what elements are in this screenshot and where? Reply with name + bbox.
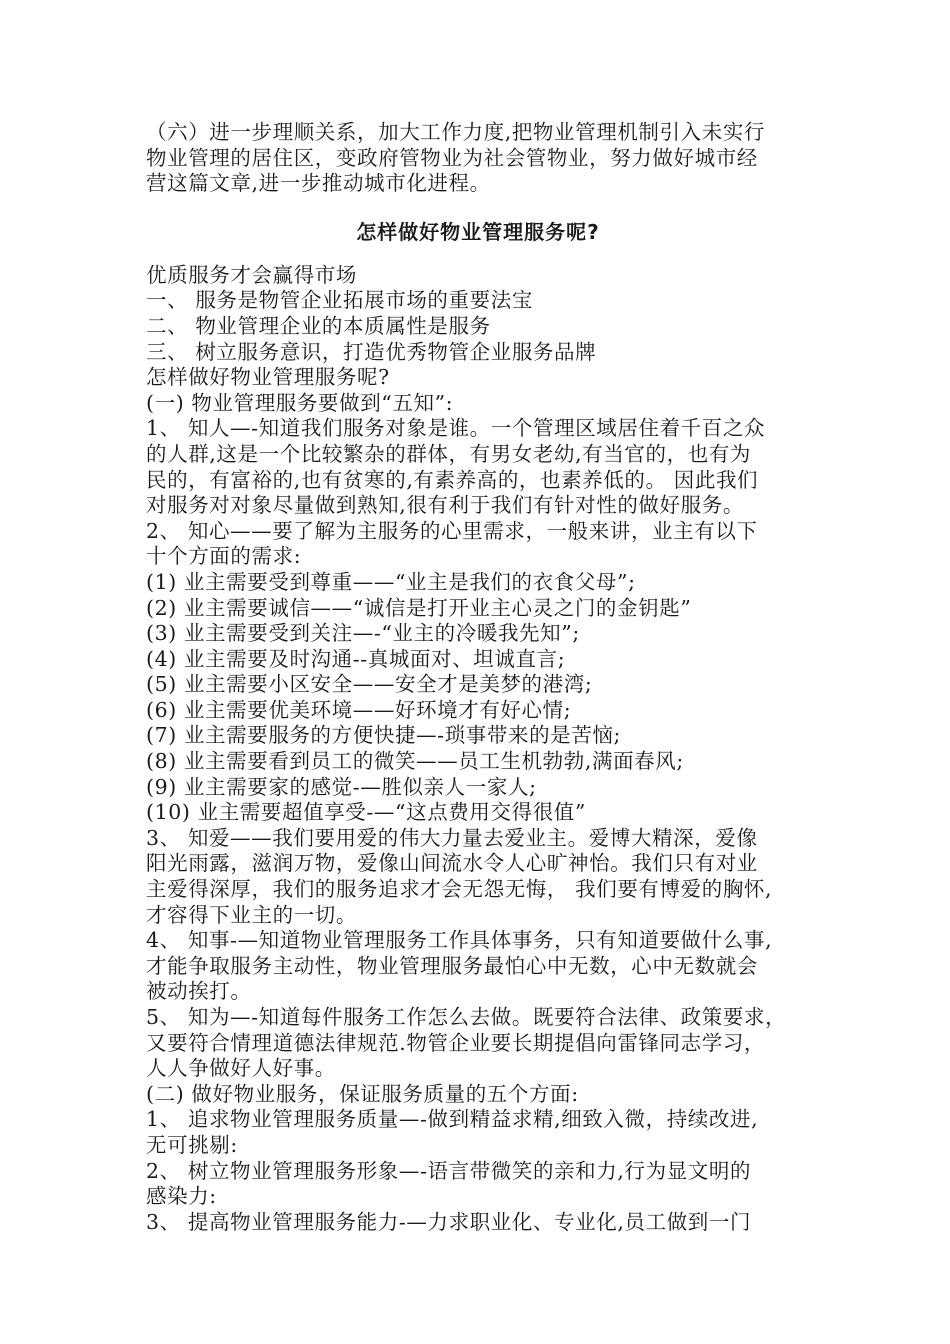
text-line: 二、 物业管理企业的本质属性是服务 bbox=[146, 313, 491, 338]
text-line: (一) 物业管理服务要做到“五知”: bbox=[146, 390, 454, 415]
text-line: 3、 知爱——我们要用爱的伟大力量去爱业主。爱博大精深，爱像 bbox=[146, 825, 758, 850]
text-line: (4) 业主需要及时沟通--真城面对、坦诚直言; bbox=[146, 646, 566, 671]
text-line: 阳光雨露，滋润万物，爱像山间流水令人心旷神怡。我们只有对业 bbox=[146, 851, 758, 876]
text-line: 又要符合情理道德法律规范.物管企业要长期提倡向雷锋同志学习， bbox=[146, 1030, 766, 1055]
text-line: 对服务对对象尽量做到熟知,很有利于我们有针对性的做好服务。 bbox=[146, 493, 744, 518]
text-line: (6) 业主需要优美环境——好环境才有好心情; bbox=[146, 697, 572, 722]
text-line: 人人争做好人好事。 bbox=[146, 1056, 336, 1081]
text-line: 2、 树立物业管理服务形象—-语言带微笑的亲和力,行为显文明的 bbox=[146, 1158, 752, 1183]
text-line: 一、 服务是物管企业拓展市场的重要法宝 bbox=[146, 288, 533, 313]
text-line: (1) 业主需要受到尊重——“业主是我们的衣食父母”; bbox=[146, 569, 636, 594]
text-line: 才能争取服务主动性，物业管理服务最怕心中无数，心中无数就会 bbox=[146, 953, 758, 978]
text-line: (2) 业主需要诚信——“诚信是打开业主心灵之门的金钥匙” bbox=[146, 595, 692, 620]
text-line: (3) 业主需要受到关注—-“业主的冷暖我先知”; bbox=[146, 621, 580, 646]
body-text bbox=[146, 263, 826, 1236]
text-line: (8) 业主需要看到员工的微笑——员工生机勃勃,满面春风; bbox=[146, 749, 684, 774]
document-page bbox=[146, 120, 826, 1235]
text-line: (二) 做好物业服务，保证服务质量的五个方面: bbox=[146, 1081, 579, 1106]
text-line: 1、 知人—-知道我们服务对象是谁。一个管理区域居住着千百之众 bbox=[146, 416, 766, 441]
text-line: 民的，有富裕的,也有贫寒的,有素养高的，也素养低的。 因此我们 bbox=[146, 467, 759, 492]
text-line: 无可挑剔: bbox=[146, 1132, 238, 1157]
text-line: 三、 树立服务意识，打造优秀物管企业服务品牌 bbox=[146, 339, 597, 364]
text-line: 怎样做好物业管理服务呢? bbox=[146, 365, 390, 390]
text-line: 营这篇文章,进一步推动城市化进程。 bbox=[146, 171, 491, 196]
text-line: 3、 提高物业管理服务能力-—力求职业化、专业化,员工做到一门 bbox=[146, 1209, 752, 1234]
text-line: 的人群,这是一个比较繁杂的群体，有男女老幼,有当官的，也有为 bbox=[146, 441, 752, 466]
text-line: 5、 知为—-知道每件服务工作怎么去做。既要符合法律、政策要求， bbox=[146, 1005, 787, 1029]
text-line: 2、 知心——要了解为主服务的心里需求，一般来讲，业主有以下 bbox=[146, 518, 758, 543]
text-line: 优质服务才会赢得市场 bbox=[146, 262, 357, 287]
text-line: (9) 业主需要家的感觉-—胜似亲人一家人; bbox=[146, 774, 537, 799]
text-line: 感染力: bbox=[146, 1184, 217, 1209]
text-line: （六）进一步理顺关系，加大工作力度,把物业管理机制引入未实行 bbox=[146, 120, 766, 144]
text-line: (10) 业主需要超值享受-—“这点费用交得很值” bbox=[146, 800, 586, 825]
text-line: 才容得下业主的一切。 bbox=[146, 902, 357, 927]
text-line: (5) 业主需要小区安全——安全才是美梦的港湾; bbox=[146, 672, 593, 697]
text-line: 十个方面的需求: bbox=[146, 544, 302, 569]
text-line: (7) 业主需要服务的方便快捷—-琐事带来的是苦恼; bbox=[146, 723, 621, 748]
text-line: 主爱得深厚，我们的服务追求才会无怨无悔， 我们要有博爱的胸怀, bbox=[146, 877, 773, 902]
text-line: 物业管理的居住区，变政府管物业为社会管物业，努力做好城市经 bbox=[146, 145, 758, 170]
text-line: 1、 追求物业管理服务质量—-做到精益求精,细致入微，持续改进, bbox=[146, 1107, 759, 1132]
intro-paragraph bbox=[146, 120, 826, 197]
section-title: 怎样做好物业管理服务呢? bbox=[356, 219, 600, 244]
text-line: 4、 知事-—知道物业管理服务工作具体事务，只有知道要做什么事, bbox=[146, 928, 773, 953]
text-line: 被动挨打。 bbox=[146, 979, 252, 1004]
